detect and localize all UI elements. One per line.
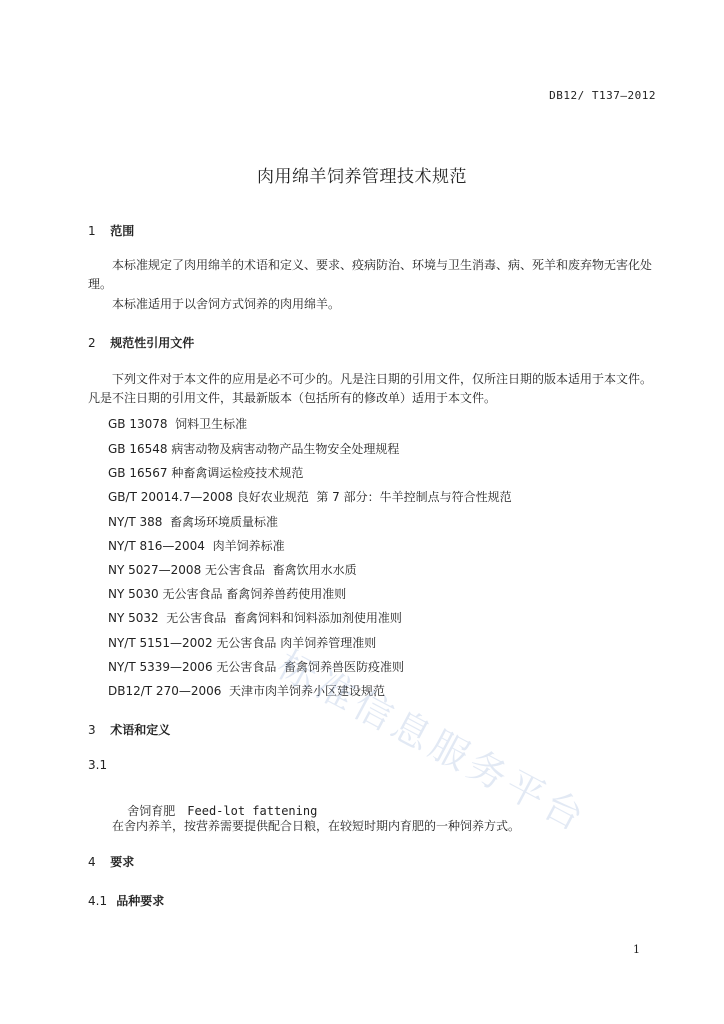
section-4-1-heading xyxy=(88,892,164,909)
watermark-char: 息 xyxy=(384,702,439,759)
watermark-char: 务 xyxy=(460,742,515,799)
section-title: 范围 xyxy=(110,224,135,238)
reference-item: DB12/T 270—2006 天津市肉羊饲养小区建设规范 xyxy=(108,684,386,698)
watermark-char: 台 xyxy=(536,782,591,839)
section-number: 3 xyxy=(88,723,96,737)
section-1-heading xyxy=(88,222,134,239)
section-2-intro: 下列文件对于本文件的应用是必不可少的。凡是注日期的引用文件，仅所注日期的版本适用于本文件。凡是不注日期的引用文件，其最新版本（包括所有的修改单）适用于本文件。 xyxy=(88,372,653,405)
reference-item: NY/T 388 畜禽场环境质量标准 xyxy=(108,515,279,529)
section-3-heading xyxy=(88,721,170,738)
section-title: 要求 xyxy=(110,855,135,869)
section-4-heading xyxy=(88,853,134,870)
section-2-heading xyxy=(88,334,194,351)
watermark-char: 准 xyxy=(308,662,363,719)
term-english: Feed-lot fattening xyxy=(187,804,318,818)
reference-item: NY/T 816—2004 肉羊饲养标准 xyxy=(108,539,285,553)
subsection-3-1-number xyxy=(88,758,107,772)
section-number: 1 xyxy=(88,224,96,238)
section-number: 4 xyxy=(88,855,96,869)
section-1-paragraph-1: 本标准规定了肉用绵羊的术语和定义、要求、疫病防治、环境与卫生消毒、病、死羊和废弃物无害化处理。 xyxy=(88,258,653,291)
section-title: 术语和定义 xyxy=(110,723,171,737)
reference-item: GB 13078 饲料卫生标准 xyxy=(108,417,248,431)
section-number: 4.1 xyxy=(88,894,108,908)
subsection-number: 3.1 xyxy=(88,758,108,772)
watermark-char: 服 xyxy=(422,722,477,779)
document-title: 肉用绵羊饲养管理技术规范 xyxy=(257,167,467,187)
reference-item: GB 16548 病害动物及病害动物产品生物安全处理规程 xyxy=(108,442,400,456)
section-title: 品种要求 xyxy=(116,894,165,908)
reference-item: GB 16567 种畜禽调运检疫技术规范 xyxy=(108,466,304,480)
page-number: 1 xyxy=(633,943,640,956)
watermark-char: 标 xyxy=(270,642,325,699)
watermark-char: 信 xyxy=(346,682,401,739)
reference-item: NY/T 5339—2006 无公害食品 畜禽饲养兽医防疫准则 xyxy=(108,660,405,674)
reference-item: GB/T 20014.7—2008 良好农业规范 第 7 部分：牛羊控制点与符合性规范 xyxy=(108,490,512,504)
reference-item: NY 5030 无公害食品 畜禽饲养兽药使用准则 xyxy=(108,587,347,601)
watermark-char: 平 xyxy=(498,762,553,819)
reference-item: NY 5032 无公害食品 畜禽饲料和饲料添加剂使用准则 xyxy=(108,611,402,625)
section-title: 规范性引用文件 xyxy=(110,336,195,350)
term-chinese: 舍饲育肥 xyxy=(127,804,176,818)
reference-item: NY/T 5151—2002 无公害食品 肉羊饲养管理准则 xyxy=(108,636,377,650)
document-code: DB12/ T137—2012 xyxy=(549,89,656,102)
section-number: 2 xyxy=(88,336,96,350)
term-definition: 在舍内养羊，按营养需要提供配合日粮，在较短时期内育肥的一种饲养方式。 xyxy=(112,819,521,833)
section-1-paragraph-2: 本标准适用于以舍饲方式饲养的肉用绵羊。 xyxy=(112,297,341,311)
reference-item: NY 5027—2008 无公害食品 畜禽饮用水水质 xyxy=(108,563,357,577)
